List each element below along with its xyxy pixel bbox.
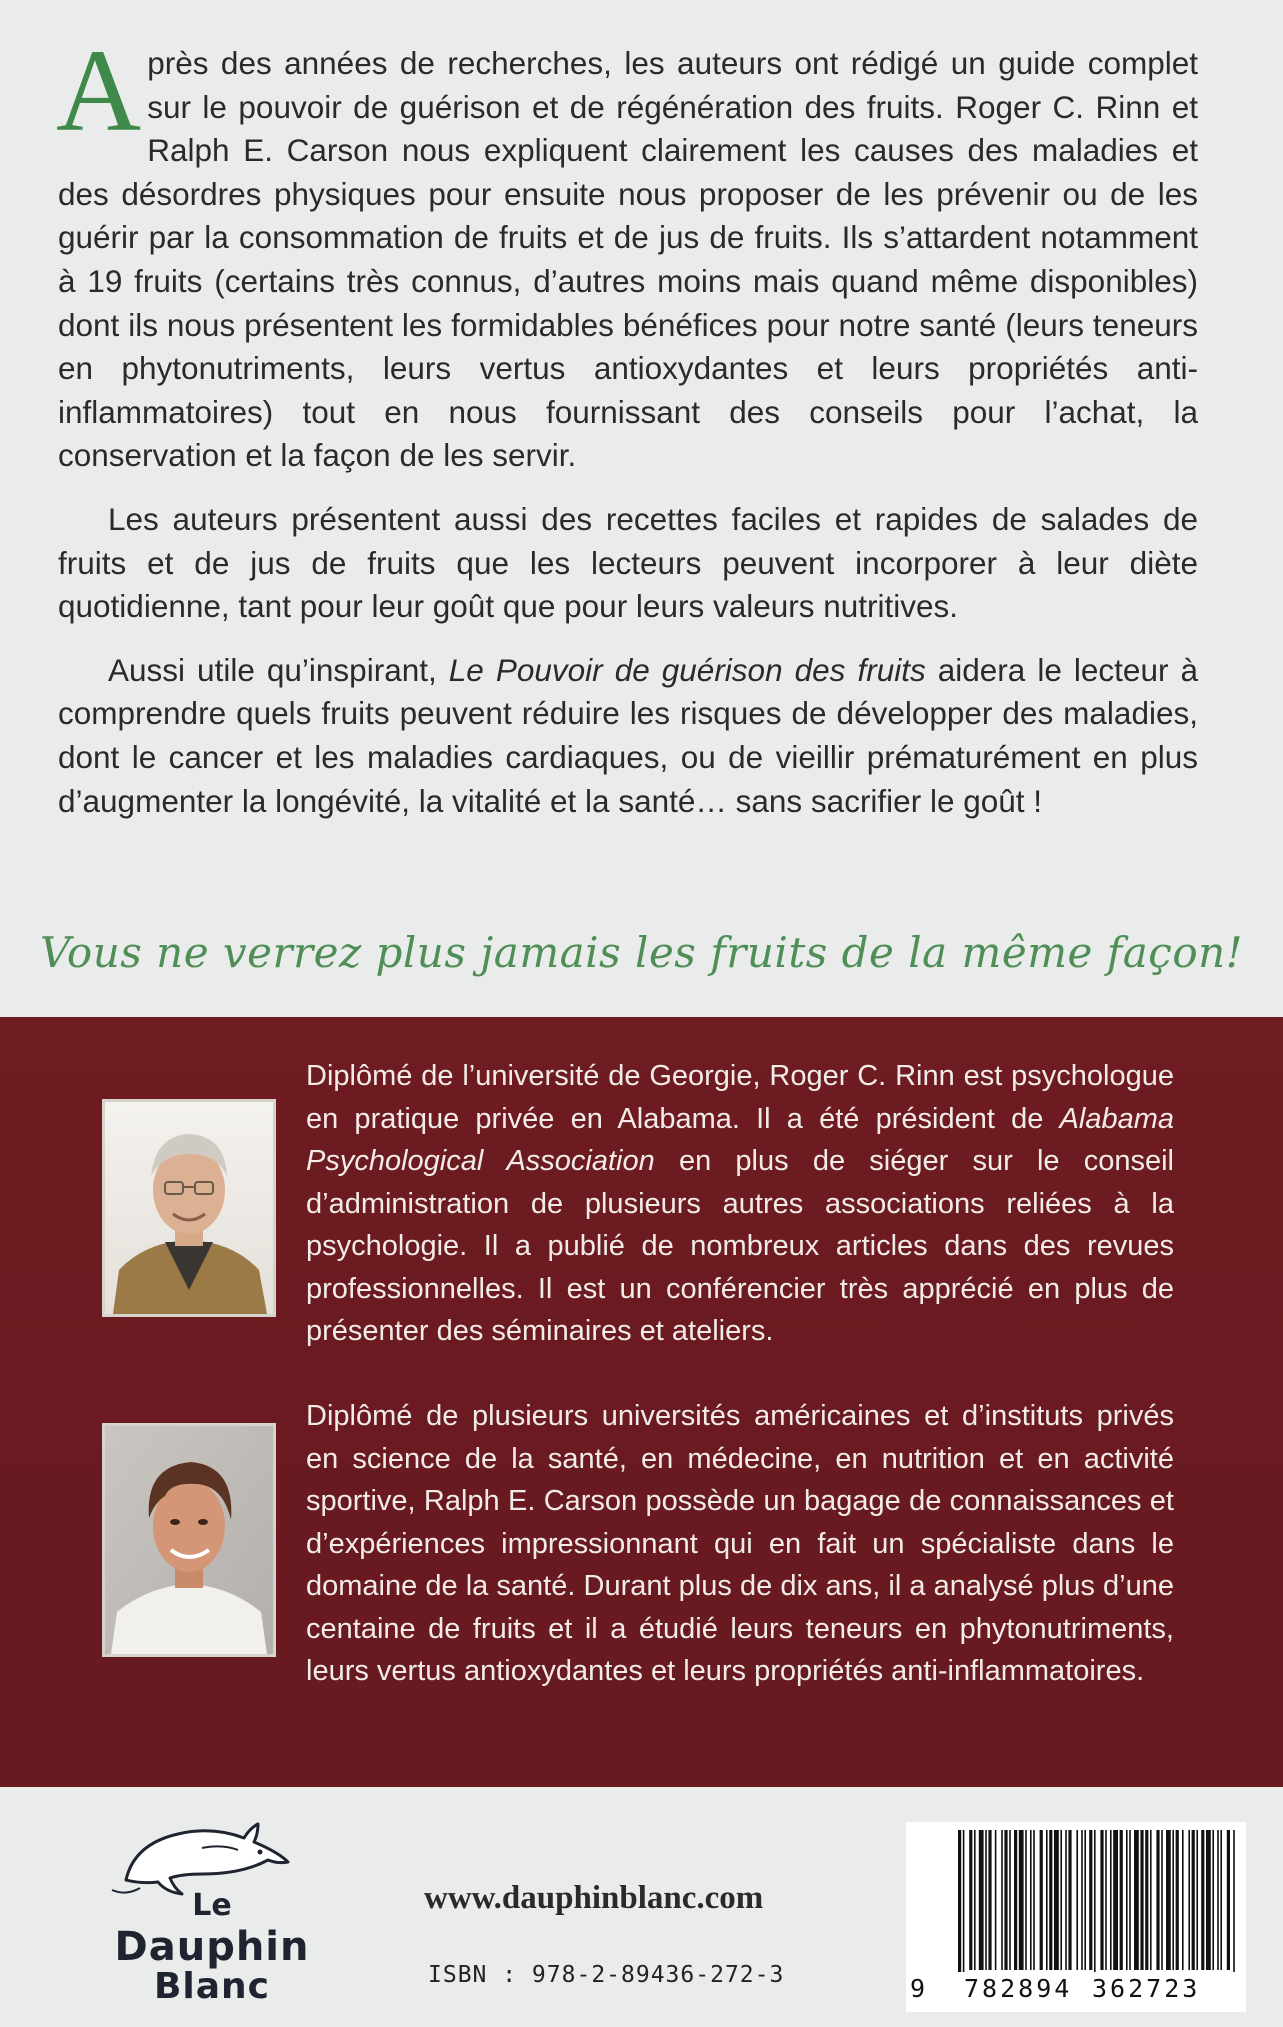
barcode-bar — [1206, 1830, 1211, 1970]
barcode-bar — [1150, 1830, 1152, 1970]
barcode-bar — [1113, 1830, 1118, 1970]
description-paragraph-3 — [58, 649, 1198, 823]
barcode-bar — [1068, 1830, 1071, 1970]
barcode-bar — [1019, 1830, 1024, 1970]
book-title-italic: Le Pouvoir de guérison des fruits — [448, 651, 926, 688]
barcode-bar — [1126, 1830, 1128, 1970]
barcode-bar — [1049, 1830, 1052, 1970]
barcode-bars — [906, 1822, 1246, 1972]
barcode-bar — [1161, 1830, 1163, 1970]
publisher-logo — [82, 1818, 342, 2007]
authors-band — [0, 1017, 1283, 1787]
barcode-bar — [1196, 1830, 1198, 1970]
barcode-bar — [995, 1830, 997, 1970]
drop-cap: A — [56, 25, 142, 156]
barcode-bar — [1129, 1830, 1131, 1970]
barcode-bar — [1089, 1830, 1092, 1970]
barcode-bar — [1025, 1830, 1027, 1970]
barcode-bar — [1120, 1830, 1123, 1970]
author-bio-rinn-start: Diplômé de l’université de Georgie, Roger C. Rinn est psychologue en pratique privée en Alabama. Il a été président de — [306, 1060, 1174, 1135]
barcode-bar — [1220, 1830, 1222, 1970]
barcode-bar — [1014, 1830, 1017, 1970]
barcode-bar — [1110, 1830, 1112, 1970]
barcode-bar — [1233, 1830, 1235, 1972]
barcode-bar — [1227, 1830, 1230, 1970]
barcode-bar — [1188, 1830, 1190, 1970]
barcode-bar — [1054, 1830, 1059, 1970]
barcode-bar — [1176, 1830, 1179, 1970]
description-paragraph-3-start: Aussi utile qu’inspirant, — [108, 651, 449, 688]
barcode-bar — [1001, 1830, 1003, 1970]
description-block — [56, 25, 1199, 843]
barcode-bar — [1105, 1830, 1107, 1970]
author-bio-rinn — [306, 1055, 1174, 1353]
author-bio-carson: Diplômé de plusieurs universités américaines et d’instituts privés en science de la santé, en médecine, en nutrition et en activité sportive, Ralph E. Carson possède un bagage de connaissances et d’expériences impressionnant qui en fait un spécialiste dans le domaine de la santé. Durant plus de dix ans, il a analysé plus d’une centaine de fruits et il a étudié leurs teneurs en phytonutriments, leurs vertus antioxydantes et leurs propriétés anti-inflammatoires. — [306, 1400, 1174, 1687]
barcode-group-2: 362723 — [1092, 1974, 1201, 2003]
barcode-bar — [1009, 1830, 1011, 1970]
logo-text-le: Le — [192, 1888, 232, 1923]
barcode-bar — [1134, 1830, 1139, 1970]
association-name-italic: Alabama Psychological Association — [306, 1102, 1174, 1177]
barcode-bar — [1076, 1830, 1078, 1970]
publisher-website[interactable]: www.dauphinblanc.com — [424, 1880, 764, 1916]
barcode-bar — [1182, 1830, 1184, 1970]
barcode-bar — [1060, 1830, 1062, 1970]
barcode-bar — [1065, 1830, 1067, 1970]
barcode-bar — [1046, 1830, 1048, 1970]
barcode-bar — [974, 1830, 976, 1970]
barcode-group-1: 782894 — [964, 1974, 1073, 2003]
description-paragraph-1-text: près des années de recherches, les auteurs ont rédigé un guide complet sur le pouvoir de guérison et de régénération des fruits. Roger C. Rinn et Ralph E. Carson nous expliquent clairement les causes des maladies et des désordres physiques pour ensuite nous proposer de les prévenir ou de les guérir par la consommation de fruits et de jus de fruits. Ils s’attardent notamment à 19 fruits (certains très connus, d’autres moins mais quand même disponibles) dont ils nous présentent les formidables bénéfices pour notre santé (leurs teneurs en phytonutriments, leurs vertus antioxydantes et leurs propriétés anti-inflammatoires) tout en nous fournissant des conseils pour l’achat, la conservation et la façon de les servir. — [58, 45, 1198, 474]
barcode-first-digit: 9 — [910, 1974, 926, 2003]
description-paragraph-3-end: aidera le lecteur à comprendre quels fruits peuvent réduire les risques de développer des maladies, dont le cancer et les maladies cardiaques, ou de vieillir prématurément en plus d’augmenter la longévité, la vitalité et la santé… sans sacrifier le goût ! — [58, 651, 1199, 819]
isbn-number: ISBN : 978-2-89436-272-3 — [428, 1962, 785, 1988]
barcode-bar — [1217, 1830, 1219, 1970]
barcode-bar — [1212, 1830, 1214, 1970]
description-paragraph-1 — [56, 25, 1198, 478]
logo-text-blanc: Blanc — [153, 1966, 271, 2007]
logo-text-dauphin: Dauphin — [114, 1924, 310, 1970]
barcode-bar — [1004, 1830, 1007, 1970]
barcode-bar — [1094, 1830, 1096, 1972]
barcode-bar — [1172, 1830, 1174, 1970]
author-bio-rinn-end: en plus de siéger sur le conseil d’administration de plusieurs autres associations reliées à la psychologie. Il a publié de nombreux articles dans des revues professionnelles. Il est un conférencier très apprécié en plus de présenter des séminaires et ateliers. — [306, 1145, 1175, 1347]
barcode-bar — [988, 1830, 991, 1970]
barcode-bar — [1081, 1830, 1083, 1970]
author-photo-rinn — [102, 1099, 276, 1317]
barcode-bar — [1030, 1830, 1032, 1970]
barcode-bar — [1145, 1830, 1148, 1970]
barcode-bar — [1192, 1830, 1195, 1970]
author-photo-carson — [102, 1423, 276, 1657]
barcode-bar — [1033, 1830, 1035, 1970]
description-paragraph-2: Les auteurs présentent aussi des recettes faciles et rapides de salades de fruits et de jus de fruits que les lecteurs peuvent incorporer à leur diète quotidienne, tant pour leur goût que pour leurs valeurs nutritives. — [58, 500, 1198, 625]
barcode-bar — [1156, 1830, 1159, 1970]
tagline: Vous ne verrez plus jamais les fruits de la même façon! — [39, 928, 1244, 977]
barcode-bar — [1166, 1830, 1171, 1970]
barcode — [906, 1822, 1246, 2012]
barcode-bar — [1084, 1830, 1086, 1970]
barcode-bar — [985, 1830, 987, 1970]
dolphin-icon — [82, 1818, 342, 1898]
barcode-bar — [1040, 1830, 1043, 1970]
barcode-bar — [1140, 1830, 1143, 1970]
barcode-bar — [958, 1830, 961, 1972]
barcode-bar — [1100, 1830, 1103, 1970]
barcode-bar — [1201, 1830, 1204, 1970]
barcode-bar — [969, 1830, 972, 1970]
barcode-bar — [963, 1830, 965, 1972]
barcode-bar — [979, 1830, 984, 1970]
